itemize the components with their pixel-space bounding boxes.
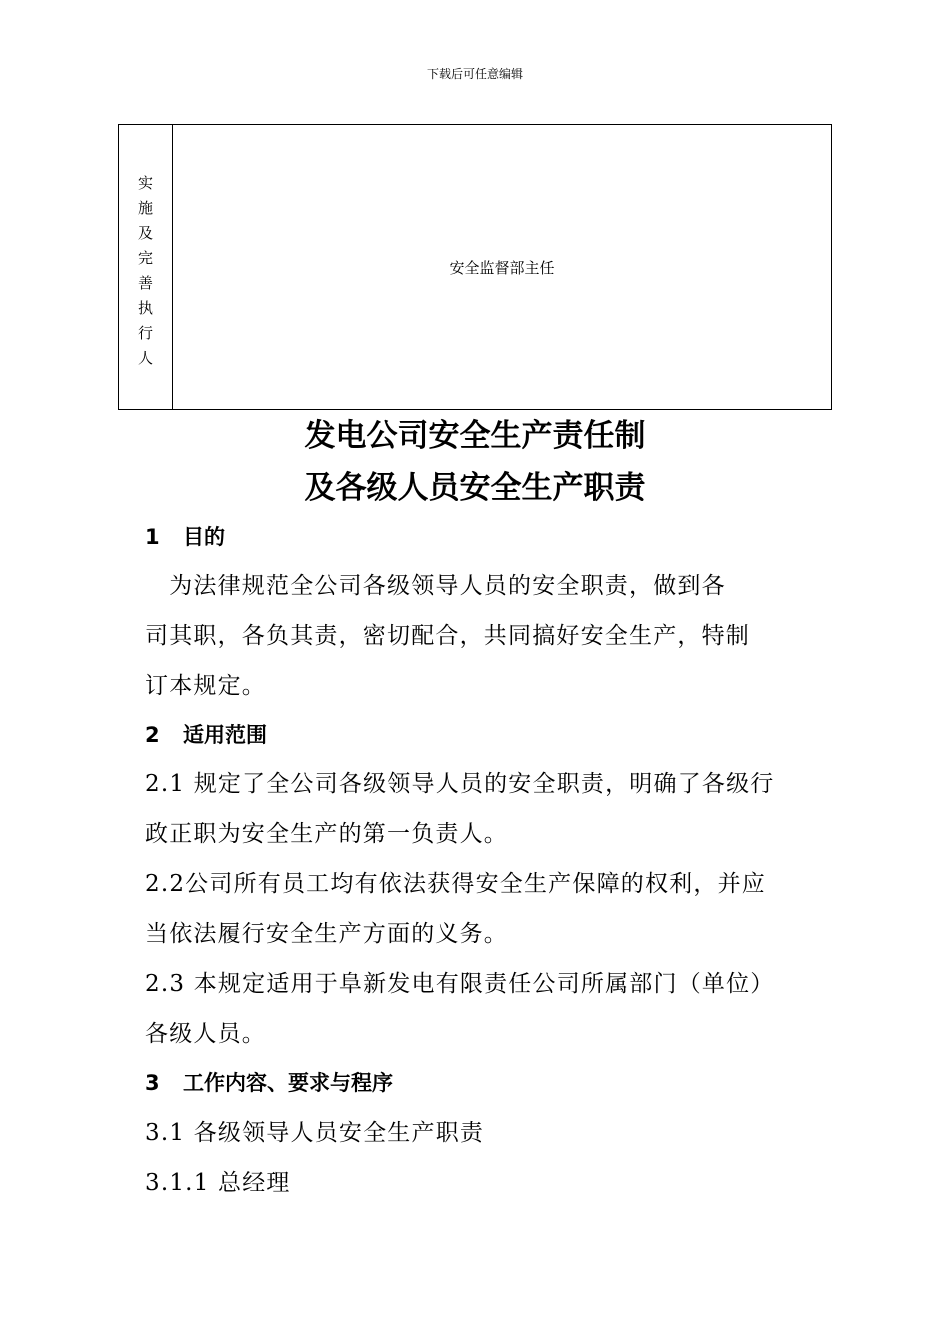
section-title: 工作内容、要求与程序 bbox=[183, 1071, 393, 1095]
paragraph-line: 司其职，各负其责，密切配合，共同搞好安全生产，特制 bbox=[145, 623, 750, 649]
section-title: 适用范围 bbox=[183, 723, 267, 747]
section-number: 3 bbox=[145, 1071, 160, 1095]
signature-table bbox=[118, 124, 832, 410]
section-number: 1 bbox=[145, 525, 160, 549]
header-note: 下载后可任意编辑 bbox=[426, 67, 523, 81]
document-title-line-2: 及各级人员安全生产职责 bbox=[304, 470, 646, 506]
section-heading-2 bbox=[145, 720, 267, 750]
label-char: 及 bbox=[137, 224, 153, 242]
label-char: 行 bbox=[137, 324, 153, 342]
paragraph-line: 为法律规范全公司各级领导人员的安全职责，做到各 bbox=[145, 573, 726, 599]
section-title: 目的 bbox=[183, 525, 225, 549]
section-number: 2 bbox=[145, 723, 160, 747]
paragraph-line: 3.1.1 总经理 bbox=[145, 1170, 291, 1196]
paragraph-line: 3.1 各级领导人员安全生产职责 bbox=[145, 1120, 485, 1146]
label-char: 善 bbox=[137, 274, 153, 292]
paragraph-line: 政正职为安全生产的第一负责人。 bbox=[145, 821, 508, 847]
paragraph-line: 各级人员。 bbox=[145, 1021, 266, 1047]
section-heading-3 bbox=[145, 1068, 393, 1098]
paragraph-line: 2.3 本规定适用于阜新发电有限责任公司所属部门（单位） bbox=[145, 971, 775, 997]
paragraph-line: 当依法履行安全生产方面的义务。 bbox=[145, 921, 508, 947]
label-char: 人 bbox=[137, 349, 153, 367]
signature-label-cell bbox=[119, 125, 173, 409]
label-char: 完 bbox=[137, 249, 153, 267]
label-char: 执 bbox=[137, 299, 153, 317]
signature-value-cell: 安全监督部主任 bbox=[449, 258, 555, 277]
section-heading-1 bbox=[145, 522, 225, 552]
paragraph-line: 2.1 规定了全公司各级领导人员的安全职责，明确了各级行 bbox=[145, 771, 775, 797]
document-title-line-1: 发电公司安全生产责任制 bbox=[304, 418, 646, 454]
label-char: 实 bbox=[137, 174, 153, 192]
paragraph-line: 2.2公司所有员工均有依法获得安全生产保障的权利，并应 bbox=[145, 871, 766, 897]
paragraph-line: 订本规定。 bbox=[145, 673, 266, 699]
label-char: 施 bbox=[137, 199, 153, 217]
